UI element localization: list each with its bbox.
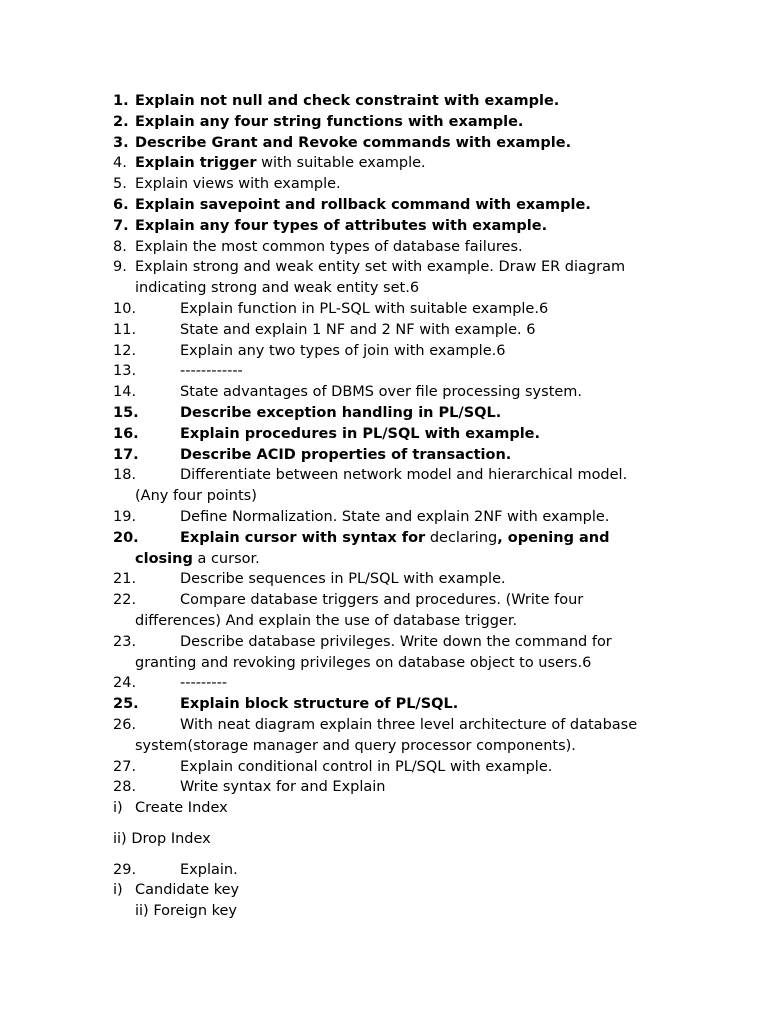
question-number: 19. (113, 508, 137, 525)
text-segment: Describe ACID properties of transaction. (180, 446, 512, 463)
question-text (180, 382, 673, 403)
question-item (113, 216, 673, 237)
text-segment: --------- (180, 675, 228, 692)
text-segment: Explain not null and check constraint with example. (135, 93, 560, 109)
question-number: 6. (113, 196, 129, 213)
text-segment: Explain procedures in PL/SQL with example. (180, 425, 541, 442)
text-segment: Differentiate between network model and hierarchical model. (180, 467, 628, 484)
question-number: 28. (113, 779, 137, 796)
question-text (180, 465, 673, 486)
question-number: 25. (113, 696, 139, 713)
question-item (113, 341, 673, 362)
question-number: 5. (113, 176, 127, 193)
text-segment: Compare database triggers and procedures. (Write four (180, 592, 584, 609)
text-segment: Explain conditional control in PL/SQL with example. (180, 758, 553, 775)
text-segment: Explain the most common types of database failures. (135, 238, 523, 255)
text-segment: closing (135, 550, 193, 567)
question-item (113, 382, 673, 403)
question-number: 27. (113, 758, 137, 775)
question-item (113, 569, 673, 590)
question-text (135, 153, 673, 174)
question-item (113, 320, 673, 341)
question-number: 18. (113, 467, 137, 484)
question-number: 23. (113, 633, 137, 650)
question-number: 13. (113, 363, 137, 380)
question-item (113, 195, 673, 216)
question-item (113, 237, 673, 258)
question-number: 4. (113, 155, 127, 172)
question-number: 9. (113, 259, 127, 276)
text-segment: Explain. (180, 861, 238, 878)
question-item (113, 112, 673, 133)
question-text (180, 860, 673, 881)
question-item (113, 507, 673, 528)
question-item (113, 757, 673, 778)
question-number: 10. (113, 300, 137, 317)
text-segment: Define Normalization. State and explain 2NF with example. (180, 508, 610, 525)
question-number: 15. (113, 404, 139, 421)
question-text (180, 299, 673, 320)
text-segment: a cursor. (192, 550, 260, 567)
text-segment: Describe exception handling in PL/SQL. (180, 404, 502, 421)
question-text-continuation (135, 278, 673, 299)
question-number: i) (113, 882, 123, 899)
question-item (113, 590, 673, 632)
question-text (135, 174, 673, 195)
text-segment: declaring (425, 529, 498, 546)
text-segment: indicating strong and weak entity set.6 (135, 280, 420, 297)
text-segment: Create Index (135, 800, 228, 817)
text-segment: Explain strong and weak entity set with example. Draw ER diagram (135, 259, 626, 276)
question-item (113, 880, 673, 901)
text-segment: system(storage manager and query processor components). (135, 737, 576, 754)
text-segment: (Any four points) (135, 488, 257, 505)
question-text (135, 133, 673, 154)
question-number: 14. (113, 384, 137, 401)
text-segment: Describe database privileges. Write down the command for (180, 633, 612, 650)
text-segment: State advantages of DBMS over file processing system. (180, 384, 583, 401)
question-item (113, 673, 673, 694)
question-number: 21. (113, 571, 137, 588)
question-text (180, 632, 673, 653)
question-text (135, 195, 673, 216)
question-number: 8. (113, 238, 127, 255)
document-body (113, 91, 673, 922)
text-segment: Candidate key (135, 882, 240, 899)
question-text (135, 216, 673, 237)
question-item (113, 528, 673, 570)
text-segment: Explain any four types of attributes with example. (135, 217, 548, 234)
question-number: 29. (113, 861, 137, 878)
question-number: 12. (113, 342, 137, 359)
question-item (113, 777, 673, 798)
question-text (135, 880, 673, 901)
question-item (113, 257, 673, 299)
question-item (113, 798, 673, 819)
text-segment: Explain block structure of PL/SQL. (180, 696, 459, 713)
text-segment: Describe Grant and Revoke commands with example. (135, 134, 572, 151)
question-number: 26. (113, 716, 137, 733)
question-text (180, 673, 673, 694)
question-item (113, 174, 673, 195)
question-text (135, 237, 673, 258)
text-segment: Explain cursor with syntax for (180, 529, 426, 546)
question-item (113, 299, 673, 320)
text-segment: Explain any four string functions with example. (135, 113, 524, 130)
question-text-continuation (135, 653, 673, 674)
text-segment: Explain views with example. (135, 176, 341, 193)
question-number: i) (113, 800, 123, 817)
question-item (113, 715, 673, 757)
question-text (180, 507, 673, 528)
question-text (180, 445, 673, 466)
text-segment: Explain function in PL-SQL with suitable example.6 (180, 300, 549, 317)
question-item (113, 445, 673, 466)
question-item (113, 133, 673, 154)
question-text (180, 528, 673, 549)
question-number: 1. (113, 93, 129, 109)
question-item (113, 860, 673, 881)
question-text (135, 257, 673, 278)
question-number: 16. (113, 425, 139, 442)
question-text-continuation (135, 736, 673, 757)
text-segment: Explain any two types of join with example.6 (180, 342, 506, 359)
question-item (113, 153, 673, 174)
question-number: 11. (113, 321, 137, 338)
question-item (113, 694, 673, 715)
text-segment: Explain trigger (135, 155, 257, 172)
question-number: 22. (113, 592, 137, 609)
question-number: 17. (113, 446, 139, 463)
question-text-continuation (135, 611, 673, 632)
question-text (180, 757, 673, 778)
text-segment: Write syntax for and Explain (180, 779, 386, 796)
text-segment: With neat diagram explain three level architecture of database (180, 716, 638, 733)
question-text-continuation (135, 549, 673, 570)
question-text (180, 341, 673, 362)
question-text-continuation (135, 486, 673, 507)
question-text (180, 320, 673, 341)
question-number: 3. (113, 134, 129, 151)
question-item (113, 632, 673, 674)
question-text (180, 403, 673, 424)
text-segment: with suitable example. (256, 155, 426, 172)
question-number: 20. (113, 529, 139, 546)
list-subitem: ii) Foreign key (135, 903, 237, 920)
text-segment: granting and revoking privileges on database object to users.6 (135, 654, 592, 671)
question-text (180, 424, 673, 445)
question-text (180, 777, 673, 798)
list-subitem: ii) Drop Index (113, 830, 211, 847)
text-segment: State and explain 1 NF and 2 NF with example. 6 (180, 321, 536, 338)
question-text (180, 590, 673, 611)
question-number: 7. (113, 217, 129, 234)
question-item (113, 403, 673, 424)
question-text (180, 715, 673, 736)
text-segment: Describe sequences in PL/SQL with example. (180, 571, 506, 588)
question-text (135, 91, 673, 112)
question-text (135, 112, 673, 133)
question-item (113, 424, 673, 445)
question-text (180, 361, 673, 382)
question-text (180, 569, 673, 590)
question-number: 2. (113, 113, 129, 130)
text-segment: Explain savepoint and rollback command with example. (135, 196, 591, 213)
text-segment: , opening and (497, 529, 610, 546)
question-item (113, 91, 673, 112)
question-item (113, 361, 673, 382)
question-item (113, 465, 673, 507)
question-text (180, 694, 673, 715)
question-number: 24. (113, 675, 137, 692)
question-text (135, 798, 673, 819)
text-segment: ------------ (180, 363, 243, 380)
text-segment: differences) And explain the use of database trigger. (135, 612, 518, 629)
